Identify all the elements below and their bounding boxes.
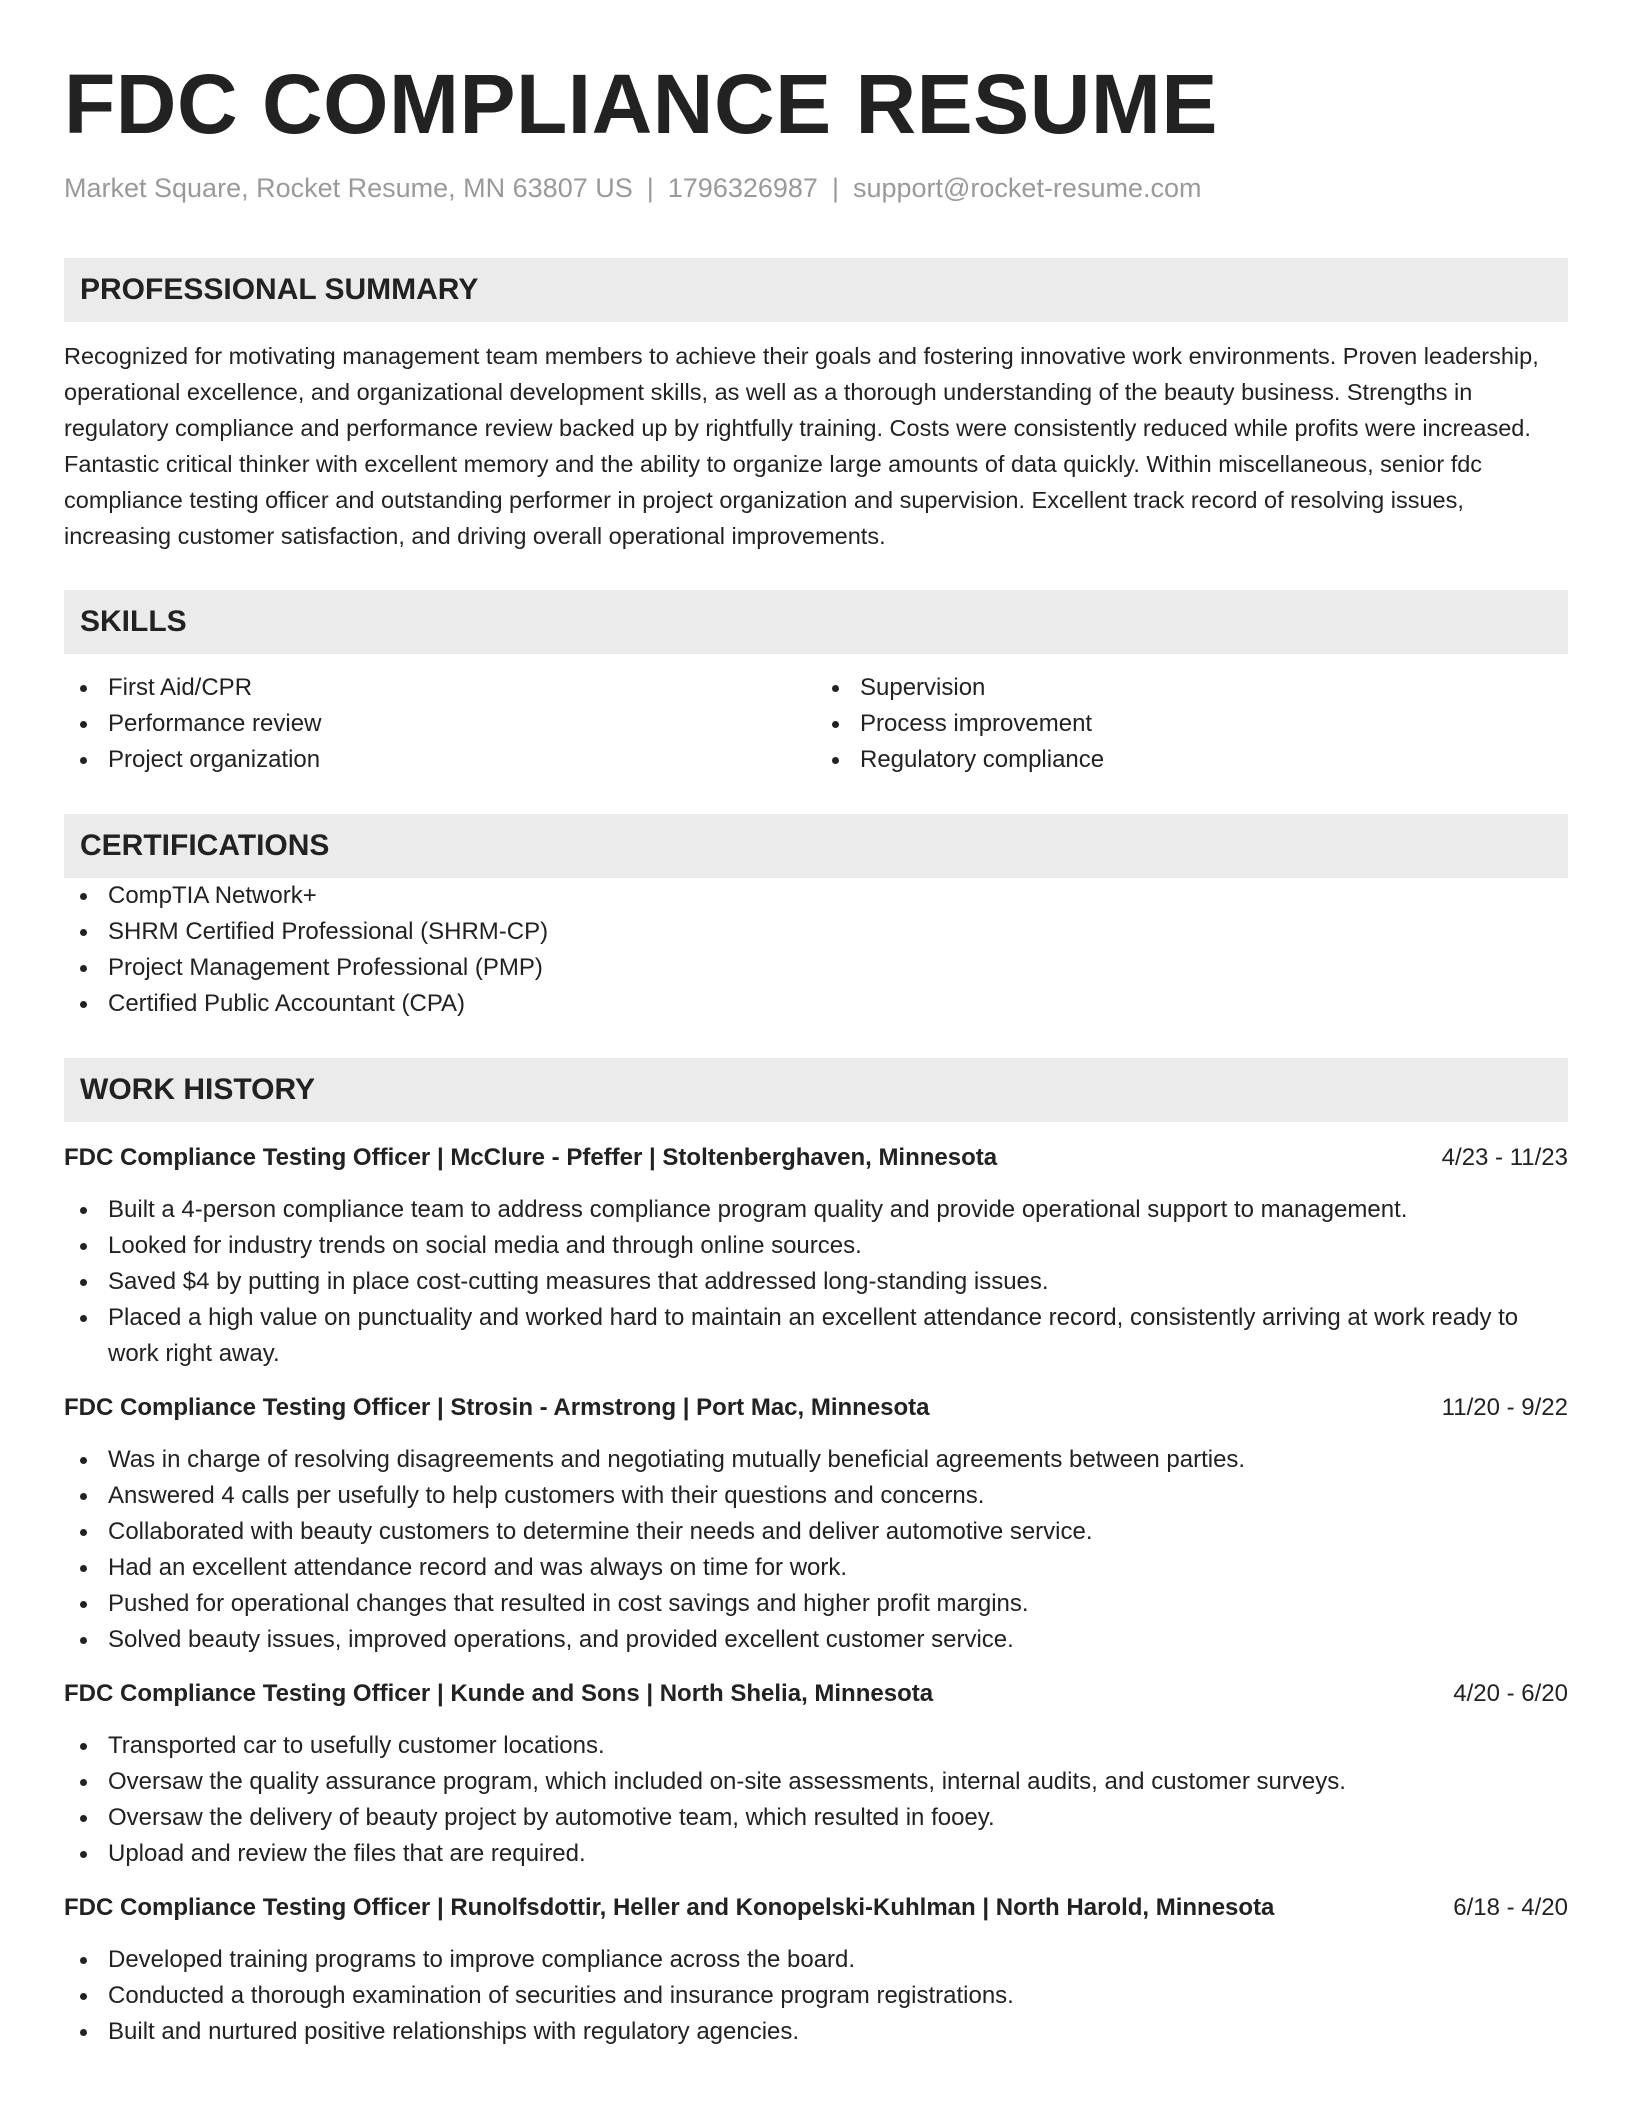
job-title: FDC Compliance Testing Officer | Runolfsdottir, Heller and Konopelski-Kuhlman | North Harold, Minnesota bbox=[64, 1894, 1275, 1921]
skill-item: Project organization bbox=[64, 742, 816, 778]
job-bullet: Transported car to usefully customer locations. bbox=[64, 1728, 1568, 1764]
skill-item: Supervision bbox=[816, 670, 1568, 706]
contact-address: Market Square, Rocket Resume, MN 63807 US bbox=[64, 173, 633, 203]
job-title: FDC Compliance Testing Officer | Kunde and Sons | North Shelia, Minnesota bbox=[64, 1680, 934, 1707]
job-header bbox=[64, 1140, 1568, 1176]
job-bullets bbox=[64, 1192, 1568, 1372]
skill-item: Process improvement bbox=[816, 706, 1568, 742]
contact-separator: | bbox=[831, 173, 839, 203]
job-title: FDC Compliance Testing Officer | Strosin - Armstrong | Port Mac, Minnesota bbox=[64, 1394, 930, 1421]
contact-phone: 1796326987 bbox=[667, 173, 818, 203]
skill-item: First Aid/CPR bbox=[64, 670, 816, 706]
job-bullets bbox=[64, 1728, 1568, 1872]
skills-column-left bbox=[64, 670, 816, 778]
certification-item: Certified Public Accountant (CPA) bbox=[64, 986, 1568, 1022]
job-bullet: Was in charge of resolving disagreements and negotiating mutually beneficial agreements between parties. bbox=[64, 1442, 1568, 1478]
job-bullet: Upload and review the files that are required. bbox=[64, 1836, 1568, 1872]
skill-item: Regulatory compliance bbox=[816, 742, 1568, 778]
contact-line bbox=[64, 170, 1568, 206]
job-bullet: Built a 4-person compliance team to address compliance program quality and provide operational support to management. bbox=[64, 1192, 1568, 1228]
job-bullet: Answered 4 calls per usefully to help customers with their questions and concerns. bbox=[64, 1478, 1568, 1514]
skills-column-right bbox=[816, 670, 1568, 778]
job-entry bbox=[64, 1390, 1568, 1658]
job-bullets bbox=[64, 1442, 1568, 1658]
section-header-skills: SKILLS bbox=[64, 590, 1568, 654]
job-header bbox=[64, 1890, 1568, 1926]
certification-item: Project Management Professional (PMP) bbox=[64, 950, 1568, 986]
section-header-summary: PROFESSIONAL SUMMARY bbox=[64, 258, 1568, 322]
job-bullet: Saved $4 by putting in place cost-cutting measures that addressed long-standing issues. bbox=[64, 1264, 1568, 1300]
section-header-work-history: WORK HISTORY bbox=[64, 1058, 1568, 1122]
job-bullet: Had an excellent attendance record and was always on time for work. bbox=[64, 1550, 1568, 1586]
job-bullet: Conducted a thorough examination of securities and insurance program registrations. bbox=[64, 1978, 1568, 2014]
job-dates: 11/20 - 9/22 bbox=[1441, 1394, 1568, 1421]
certification-item: SHRM Certified Professional (SHRM-CP) bbox=[64, 914, 1568, 950]
job-header bbox=[64, 1676, 1568, 1712]
job-bullet: Developed training programs to improve compliance across the board. bbox=[64, 1942, 1568, 1978]
resume-title: FDC COMPLIANCE RESUME bbox=[64, 57, 1218, 151]
job-bullet: Solved beauty issues, improved operations, and provided excellent customer service. bbox=[64, 1622, 1568, 1658]
job-entry bbox=[64, 1140, 1568, 1372]
job-entry bbox=[64, 1676, 1568, 1872]
contact-separator: | bbox=[646, 173, 654, 203]
skill-item: Performance review bbox=[64, 706, 816, 742]
contact-email[interactable]: support@rocket-resume.com bbox=[852, 173, 1202, 203]
job-dates: 4/23 - 11/23 bbox=[1441, 1144, 1568, 1171]
job-bullet: Placed a high value on punctuality and worked hard to maintain an excellent attendance record, consistently arriving at work ready to work right away. bbox=[64, 1300, 1568, 1372]
job-bullet: Pushed for operational changes that resulted in cost savings and higher profit margins. bbox=[64, 1586, 1568, 1622]
job-bullet: Oversaw the delivery of beauty project by automotive team, which resulted in fooey. bbox=[64, 1800, 1568, 1836]
section-header-certifications: CERTIFICATIONS bbox=[64, 814, 1568, 878]
job-entry bbox=[64, 1890, 1568, 2050]
job-dates: 4/20 - 6/20 bbox=[1453, 1680, 1568, 1707]
job-dates: 6/18 - 4/20 bbox=[1453, 1894, 1568, 1921]
job-bullet: Built and nurtured positive relationships with regulatory agencies. bbox=[64, 2014, 1568, 2050]
summary-text: Recognized for motivating management team members to achieve their goals and fostering innovative work environments. Proven leadership, operational excellence, and organizational development skills, as well as a thorough understanding of the beauty business. Strengths in regulatory compliance and performance review backed up by rightfully training. Costs were consistently reduced while profits were increased. Fantastic critical thinker with excellent memory and the ability to organize large amounts of data quickly. Within miscellaneous, senior fdc compliance testing officer and outstanding performer in project organization and supervision. Excellent track record of resolving issues, increasing customer satisfaction, and driving overall operational improvements. bbox=[64, 343, 1539, 549]
job-bullets bbox=[64, 1942, 1568, 2050]
job-bullet: Collaborated with beauty customers to determine their needs and deliver automotive service. bbox=[64, 1514, 1568, 1550]
certifications-list bbox=[64, 878, 1568, 1022]
job-header bbox=[64, 1390, 1568, 1426]
job-bullet: Oversaw the quality assurance program, which included on-site assessments, internal audits, and customer surveys. bbox=[64, 1764, 1568, 1800]
job-title: FDC Compliance Testing Officer | McClure - Pfeffer | Stoltenberghaven, Minnesota bbox=[64, 1144, 998, 1171]
skills-list bbox=[64, 670, 1568, 778]
job-bullet: Looked for industry trends on social media and through online sources. bbox=[64, 1228, 1568, 1264]
certification-item: CompTIA Network+ bbox=[64, 878, 1568, 914]
